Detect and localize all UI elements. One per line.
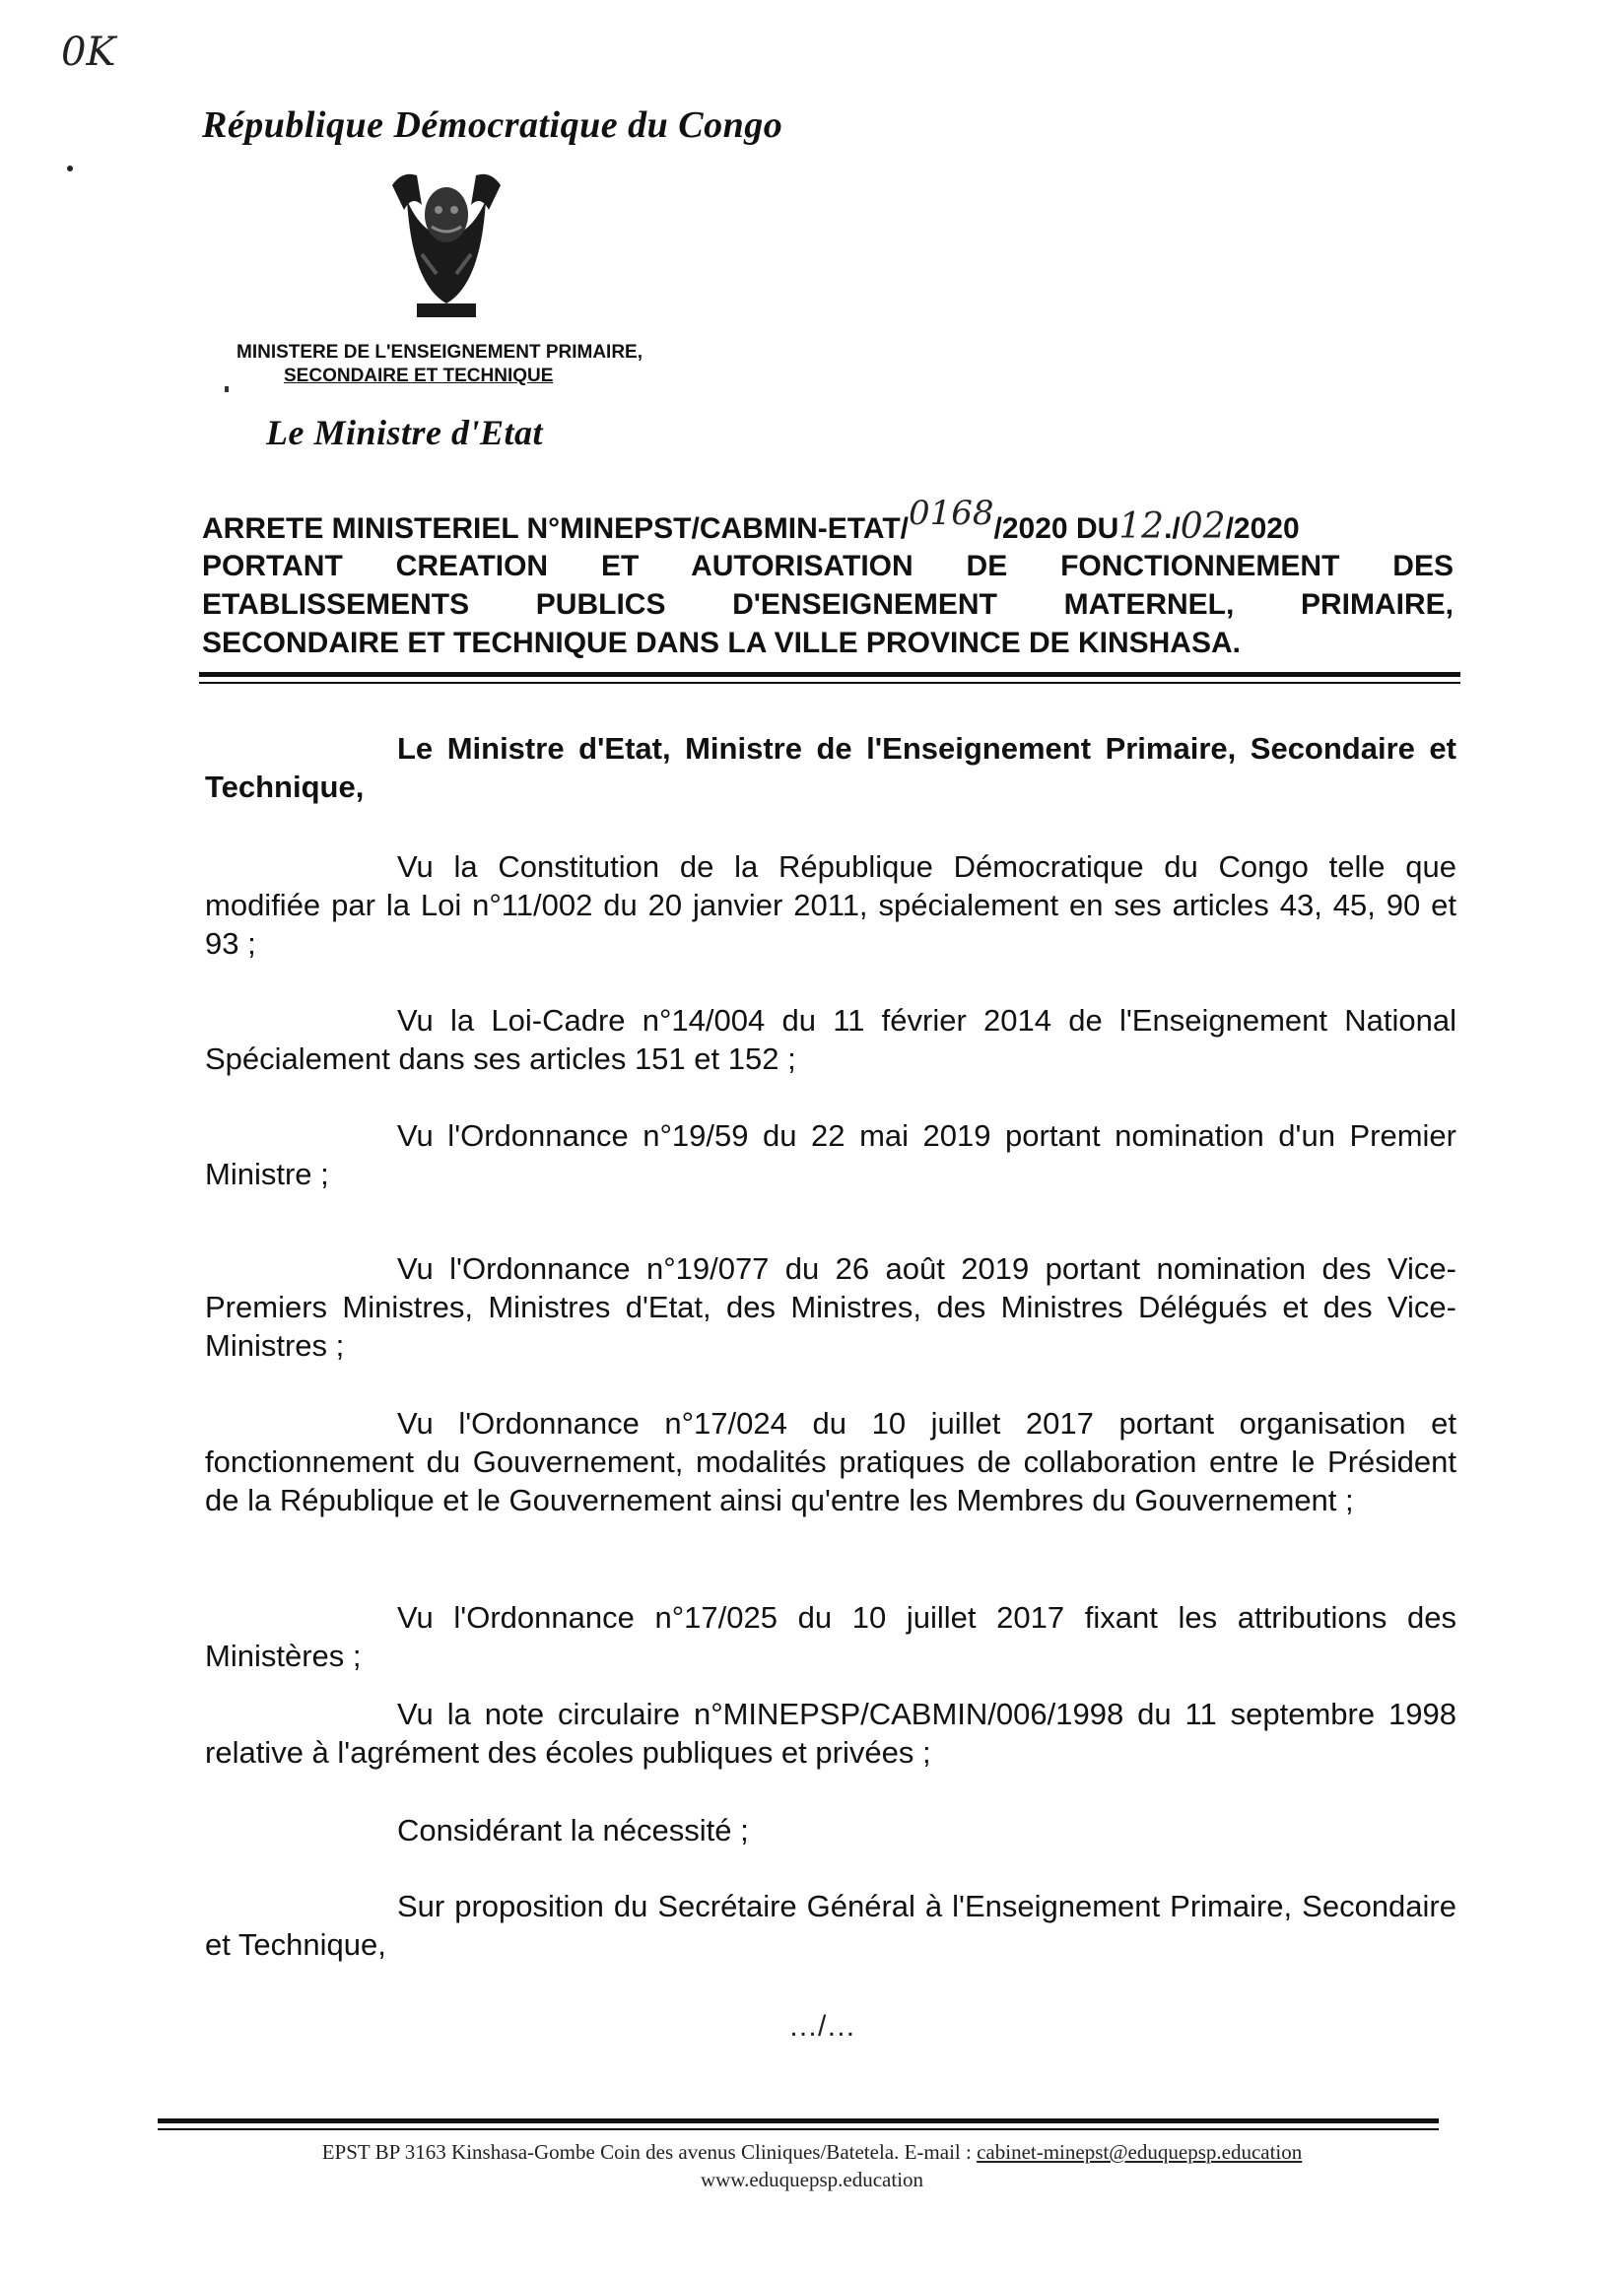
decree-month-handwritten: 02 — [1180, 506, 1226, 547]
footer-rule-thin — [158, 2128, 1439, 2130]
decree-ref-suffix: /2020 — [1225, 512, 1300, 545]
office-heading: Le Ministre d'Etat — [266, 413, 544, 452]
paragraph-ordonnance-19-59: Vu l'Ordonnance n°19/59 du 22 mai 2019 portant nomination d'un Premier Ministre ; — [205, 1118, 1456, 1191]
margin-mark — [67, 166, 73, 171]
intro-paragraph: Le Ministre d'Etat, Ministre de l'Enseignement Primaire, Secondaire et Technique, — [205, 731, 1456, 804]
decree-ref-prefix: ARRETE MINISTERIEL N°MINEPST/CABMIN-ETAT/ — [202, 512, 909, 545]
tick-mark — [225, 386, 229, 392]
margin-note: 0K — [61, 30, 116, 75]
paragraph-considerant: Considérant la nécessité ; — [397, 1813, 749, 1847]
footer-address-text: EPST BP 3163 Kinshasa-Gombe Coin des avenus Cliniques/Batetela. E-mail : — [321, 2140, 978, 2164]
decree-title-line-2: PORTANT CREATION ET AUTORISATION DE FONCTIONNEMENT DES — [202, 550, 1454, 582]
title-rule-thick — [199, 672, 1460, 677]
decree-title-line-1 — [202, 494, 1454, 548]
paragraph-loi-cadre: Vu la Loi-Cadre n°14/004 du 11 février 2014 de l'Enseignement National Spécialement dans ses articles 151 et 152 ; — [205, 1003, 1456, 1076]
coat-of-arms-emblem — [382, 166, 510, 323]
paragraph-note-circulaire: Vu la note circulaire n°MINEPSP/CABMIN/006/1998 du 11 septembre 1998 relative à l'agrément des écoles publiques et privées ; — [205, 1697, 1456, 1770]
decree-title-line-3: ETABLISSEMENTS PUBLICS D'ENSEIGNEMENT MATERNEL, PRIMAIRE, — [202, 588, 1454, 621]
footer-email-link[interactable]: cabinet-minepst@eduquepsp.education — [977, 2140, 1303, 2164]
paragraph-proposition: Sur proposition du Secrétaire Général à l'Enseignement Primaire, Secondaire et Technique, — [205, 1889, 1456, 1962]
continuation-mark: …/… — [788, 2010, 856, 2043]
paragraph-constitution: Vu la Constitution de la République Démocratique du Congo telle que modifiée par la Loi n°11/002 du 20 janvier 2011, spécialement en ses articles 43, 45, 90 et 93 ; — [205, 849, 1456, 961]
ministry-line-2: SECONDAIRE ET TECHNIQUE — [284, 366, 554, 386]
title-rule-thin — [199, 682, 1460, 684]
decree-number-handwritten: 0168 — [909, 494, 994, 533]
country-heading: République Démocratique du Congo — [202, 104, 783, 146]
paragraph-ordonnance-17-024: Vu l'Ordonnance n°17/024 du 10 juillet 2017 portant organisation et fonctionnement du Gouvernement, modalités pratiques de collaboration entre le Président de la République et le Gouvernement ainsi qu'entre les Membres du Gouvernement ; — [205, 1406, 1456, 1517]
paragraph-ordonnance-19-077: Vu l'Ordonnance n°19/077 du 26 août 2019 portant nomination des Vice-Premiers Ministres, Ministres d'Etat, des Ministres, des Ministres Délégués et des Vice-Ministres ; — [205, 1251, 1456, 1363]
ministry-line-1: MINISTERE DE L'ENSEIGNEMENT PRIMAIRE, — [237, 342, 643, 363]
ministry-name — [237, 341, 643, 388]
paragraph-ordonnance-17-025: Vu l'Ordonnance n°17/025 du 10 juillet 2017 fixant les attributions des Ministères ; — [205, 1600, 1456, 1673]
decree-day-handwritten: 12 — [1118, 506, 1165, 547]
decree-title-line-4: SECONDAIRE ET TECHNIQUE DANS LA VILLE PROVINCE DE KINSHASA. — [202, 627, 1241, 659]
decree-ref-mid: /2020 DU — [993, 512, 1119, 545]
footer-address — [0, 2138, 1624, 2166]
footer-rule-thick — [158, 2118, 1439, 2123]
footer-website[interactable]: www.eduquepsp.education — [700, 2168, 924, 2191]
date-sep: ./ — [1164, 512, 1181, 545]
